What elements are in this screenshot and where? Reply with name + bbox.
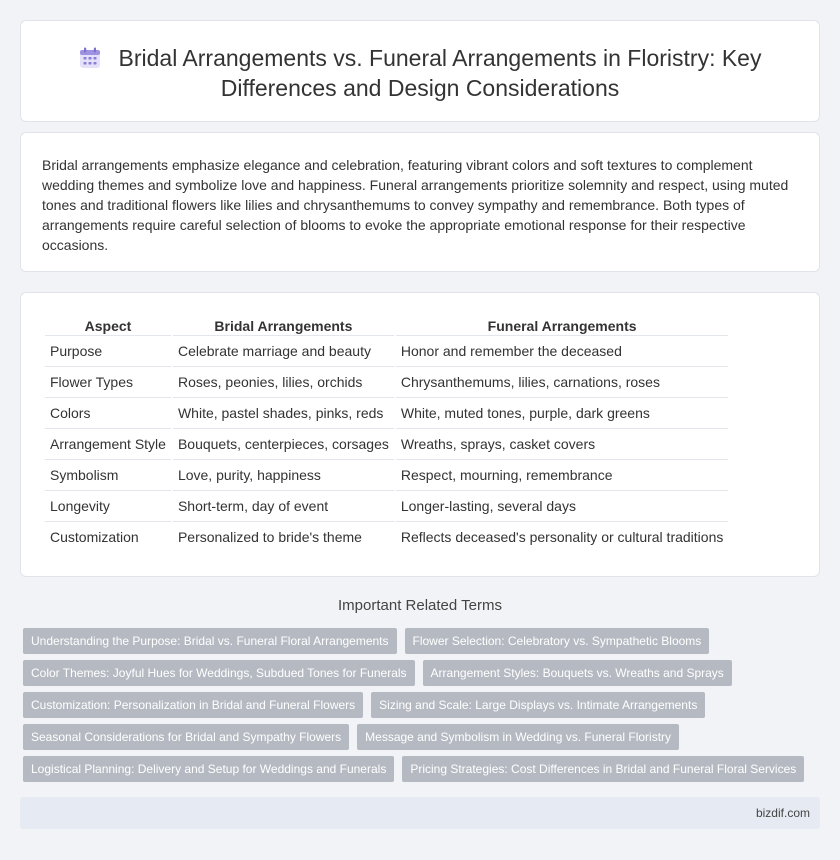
table-row <box>45 459 728 490</box>
related-terms-list <box>23 628 813 788</box>
aspect-cell: Colors <box>45 397 171 428</box>
aspect-cell: Longevity <box>45 490 171 521</box>
related-term-tag[interactable]: Sizing and Scale: Large Displays vs. Intimate Arrangements <box>371 692 705 718</box>
related-term-tag[interactable]: Pricing Strategies: Cost Differences in Bridal and Funeral Floral Services <box>402 756 804 782</box>
intro-card <box>20 132 820 272</box>
funeral-cell: Wreaths, sprays, casket covers <box>396 428 729 459</box>
header-bridal: Bridal Arrangements <box>214 318 353 334</box>
page-title <box>21 43 819 103</box>
aspect-cell: Flower Types <box>45 366 171 397</box>
funeral-cell: White, muted tones, purple, dark greens <box>396 397 729 428</box>
comparison-table <box>43 317 730 552</box>
related-term-tag[interactable]: Understanding the Purpose: Bridal vs. Funeral Floral Arrangements <box>23 628 397 654</box>
related-term-tag[interactable]: Color Themes: Joyful Hues for Weddings, Subdued Tones for Funerals <box>23 660 415 686</box>
table-row <box>45 397 728 428</box>
title-card <box>20 20 820 122</box>
header-funeral: Funeral Arrangements <box>487 318 637 334</box>
bridal-cell: Short-term, day of event <box>173 490 394 521</box>
table-row <box>45 521 728 552</box>
funeral-cell: Longer-lasting, several days <box>396 490 729 521</box>
table-row <box>45 335 728 366</box>
aspect-cell: Purpose <box>45 335 171 366</box>
related-term-tag[interactable]: Seasonal Considerations for Bridal and Sympathy Flowers <box>23 724 349 750</box>
aspect-cell: Arrangement Style <box>45 428 171 459</box>
funeral-cell: Chrysanthemums, lilies, carnations, roses <box>396 366 729 397</box>
bridal-cell: Bouquets, centerpieces, corsages <box>173 428 394 459</box>
page-title-text: Bridal Arrangements vs. Funeral Arrangements in Floristry: Key Differences and Design Considerations <box>118 45 762 101</box>
related-term-tag[interactable]: Logistical Planning: Delivery and Setup for Weddings and Funerals <box>23 756 394 782</box>
aspect-cell: Customization <box>45 521 171 552</box>
header-aspect: Aspect <box>84 318 132 334</box>
table-row <box>45 490 728 521</box>
intro-paragraph: Bridal arrangements emphasize elegance and celebration, featuring vibrant colors and soft textures to complement wedding themes and symbolize love and happiness. Funeral arrangements prioritize solemnity and respect, using muted tones and traditional flowers like lilies and chrysanthemums to convey sympathy and remembrance. Both types of arrangements require careful selection of blooms to evoke the appropriate emotional response for their respective occasions. <box>42 157 789 253</box>
aspect-cell: Symbolism <box>45 459 171 490</box>
table-row <box>45 366 728 397</box>
funeral-cell: Reflects deceased's personality or cultural traditions <box>396 521 729 552</box>
footer-site-link[interactable]: bizdif.com <box>755 806 810 820</box>
related-term-tag[interactable]: Arrangement Styles: Bouquets vs. Wreaths and Sprays <box>423 660 732 686</box>
bridal-cell: Celebrate marriage and beauty <box>173 335 394 366</box>
comparison-card <box>20 292 820 577</box>
calendar-icon <box>79 47 101 69</box>
bridal-cell: White, pastel shades, pinks, reds <box>173 397 394 428</box>
bridal-cell: Roses, peonies, lilies, orchids <box>173 366 394 397</box>
related-terms-heading: Important Related Terms <box>338 597 502 614</box>
related-term-tag[interactable]: Customization: Personalization in Bridal and Funeral Flowers <box>23 692 363 718</box>
table-row <box>45 428 728 459</box>
related-term-tag[interactable]: Message and Symbolism in Wedding vs. Funeral Floristry <box>357 724 679 750</box>
footer-bar <box>20 797 820 829</box>
table-header-row <box>45 317 728 335</box>
bridal-cell: Love, purity, happiness <box>173 459 394 490</box>
funeral-cell: Respect, mourning, remembrance <box>396 459 729 490</box>
related-term-tag[interactable]: Flower Selection: Celebratory vs. Sympathetic Blooms <box>405 628 710 654</box>
bridal-cell: Personalized to bride's theme <box>173 521 394 552</box>
funeral-cell: Honor and remember the deceased <box>396 335 729 366</box>
